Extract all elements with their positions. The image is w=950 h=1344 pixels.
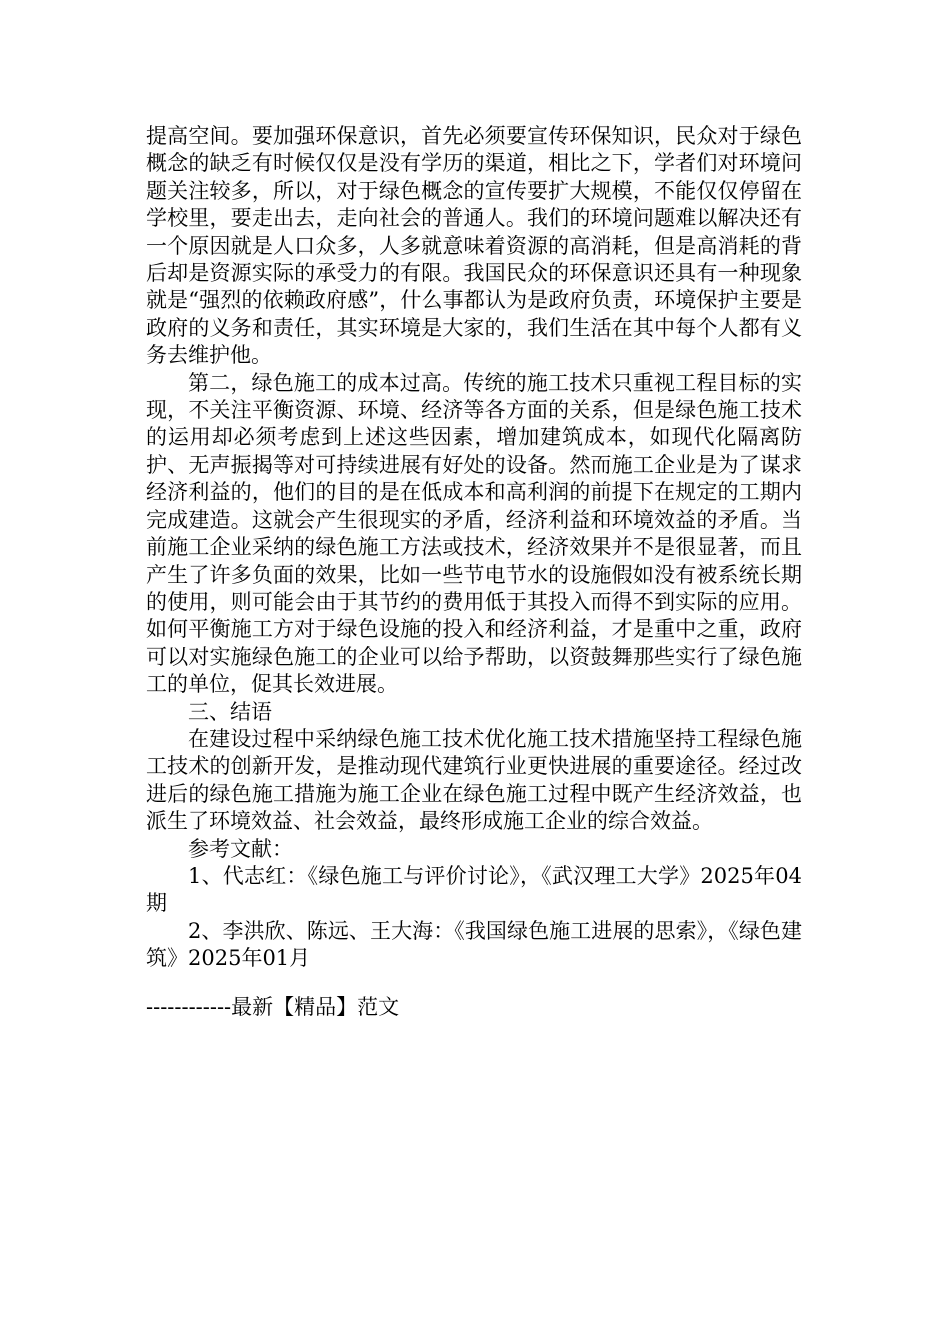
footer-banner: ------------最新【精品】范文 [146, 995, 400, 1019]
paragraph-environmental-awareness: 提高空间。要加强环保意识，首先必须要宣传环保知识，民众对于绿色概念的缺乏有时候仅仅是没有学历的渠道，相比之下，学者们对环境问题关注较多，所以，对于绿色概念的宣传要扩大规模，不能仅仅停留在学校里，要走出去，走向社会的普通人。我们的环境问题难以解决还有一个原因就是人口众多，人多就意味着资源的高消耗，但是高消耗的背后却是资源实际的承受力的有限。我国民众的环保意识还具有一种现象就是“强烈的依赖政府感”，什么事都认为是政府负责，环境保护主要是政府的义务和责任，其实环境是大家的，我们生活在其中每个人都有义务去维护他。 [146, 124, 802, 368]
paragraph-green-construction-cost: 第二，绿色施工的成本过高。传统的施工技术只重视工程目标的实现，不关注平衡资源、环境、经济等各方面的关系，但是绿色施工技术的运用却必须考虑到上述这些因素，增加建筑成本，如现代化隔离防护、无声振揭等对可持续进展有好处的设备。然而施工企业是为了谋求经济利益的，他们的目的是在低成本和高利润的前提下在规定的工期内完成建造。这就会产生很现实的矛盾，经济利益和环境效益的矛盾。当前施工企业采纳的绿色施工方法或技术，经济效果并不是很显著，而且产生了许多负面的效果，比如一些节电节水的设施假如没有被系统长期的使用，则可能会由于其节约的费用低于其投入而得不到实际的应用。如何平衡施工方对于绿色设施的投入和经济利益，才是重中之重，政府可以对实施绿色施工的企业可以给予帮助，以资鼓舞那些实行了绿色施工的单位，促其长效进展。 [146, 370, 802, 697]
references-heading: 参考文献： [188, 836, 293, 861]
reference-item-1: 1、代志红：《绿色施工与评价讨论》，《武汉理工大学》2025年04期 [146, 863, 802, 916]
section-heading-conclusion: 三、结语 [188, 699, 272, 724]
paragraph-conclusion: 在建设过程中采纳绿色施工技术优化施工技术措施坚持工程绿色施工技术的创新开发，是推动现代建筑行业更快进展的重要途径。经过改进后的绿色施工措施为施工企业在绿色施工过程中既产生经济效益，也派生了环境效益、社会效益，最终形成施工企业的综合效益。 [146, 726, 802, 834]
document-body [146, 123, 802, 973]
reference-item-2: 2、李洪欣、陈远、王大海：《我国绿色施工进展的思索》，《绿色建筑》2025年01月 [146, 918, 802, 971]
